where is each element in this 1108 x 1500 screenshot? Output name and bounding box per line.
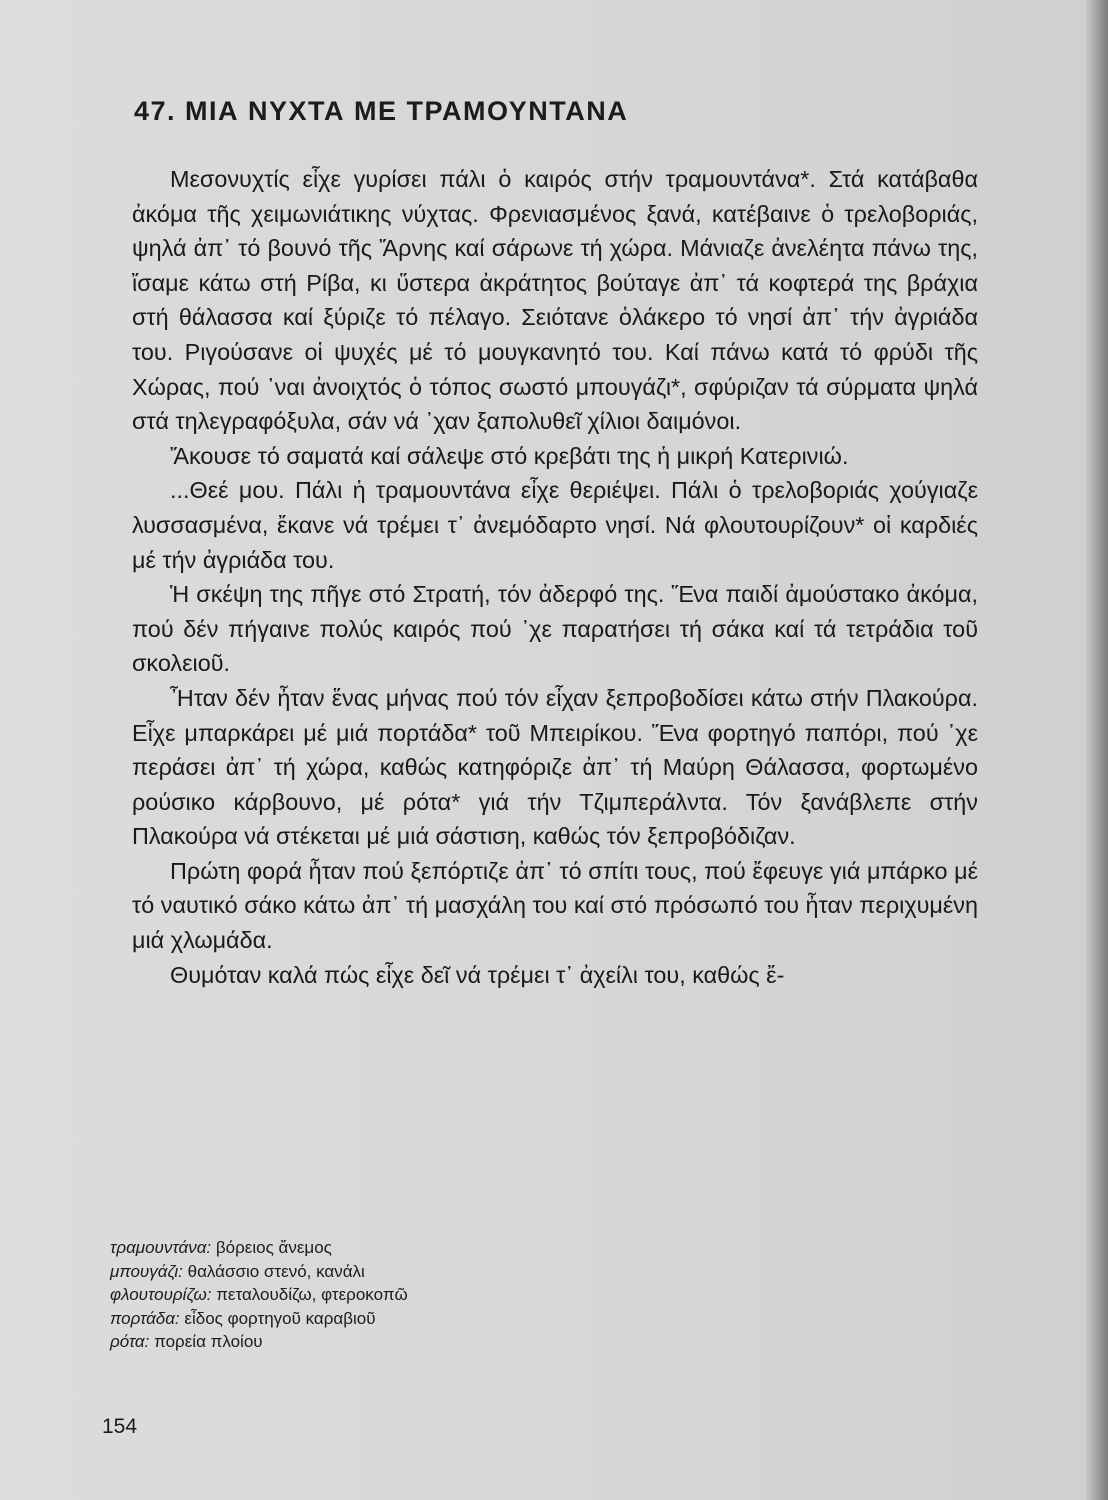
footnote <box>110 1236 670 1260</box>
chapter-body <box>132 162 978 992</box>
paragraph-1: Μεσονυχτίς εἶχε γυρίσει πάλι ὁ καιρός στήν τραμουντάνα*. Στά κατάβαθα ἀκόμα τῆς χειμωνιάτικης νύχτας. Φρενιασμένος ξανά, κατέβαινε ὁ τρελοβοριάς, ψηλά ἀπ᾿ τό βουνό τῆς Ἄρνης καί σάρωνε τή χώρα. Μάνιαζε ἀνελέητα πάνω της, ἴσαμε κάτω στή Ρίβα, κι ὕστερα ἀκράτητος βούταγε ἀπ᾿ τά κοφτερά της βράχια στή θάλασσα καί ξύριζε τό πέλαγο. Σειότανε ὁλάκερο τό νησί ἀπ᾿ τήν ἀγριάδα του. Ριγούσανε οἱ ψυχές μέ τό μουγκανητό του. Καί πάνω κατά τό φρύδι τῆς Χώρας, πού ᾿ναι ἀνοιχτός ὁ τόπος σωστό μπουγάζι*, σφύριζαν τά σύρματα ψηλά στά τηλεγραφόξυλα, σάν νά ᾿χαν ξαπολυθεῖ χίλιοι δαιμόνοι. <box>132 166 978 435</box>
footnote <box>110 1260 670 1284</box>
footnote-term: φλουτουρίζω: <box>110 1285 212 1305</box>
footnote-definition: βόρειος ἄνεμος <box>215 1238 332 1257</box>
footnote-definition: πορεία πλοίου <box>154 1332 263 1352</box>
footnote-definition: θαλάσσιο στενό, κανάλι <box>187 1261 365 1281</box>
page-number: 154 <box>102 1415 138 1438</box>
footnotes <box>110 1236 670 1354</box>
paragraph-2: Ἄκουσε τό σαματά καί σάλεψε στό κρεβάτι της ἡ μικρή Κατερινιώ. <box>170 442 849 469</box>
footnote <box>110 1307 670 1331</box>
paragraph-3: ...Θεέ μου. Πάλι ἡ τραμουντάνα εἶχε θεριέψει. Πάλι ὁ τρελοβοριάς χούγιαζε λυσσασμένα, ἔκανε νά τρέμει τ᾿ ἀνεμόδαρτο νησί. Νά φλουτουρίζουν* οἱ καρδιές μέ τήν ἀγριάδα του. <box>132 477 978 573</box>
page-gutter-shadow <box>1086 0 1108 1500</box>
footnote-definition: πεταλουδίζω, φτεροκοπῶ <box>216 1285 408 1305</box>
footnote <box>110 1283 670 1307</box>
footnote-term: ρότα: <box>110 1332 150 1352</box>
footnote <box>110 1330 670 1354</box>
paragraph-5: Ἦταν δέν ἦταν ἕνας μήνας πού τόν εἶχαν ξεπροβοδίσει κάτω στήν Πλακούρα. Εἶχε μπαρκάρει μέ μιά πορτάδα* τοῦ Μπειρίκου. Ἕνα φορτηγό παπόρι, πού ᾿χε περάσει ἀπ᾿ τή χώρα, καθώς κατηφόριζε ἀπ᾿ τή Μαύρη Θάλασσα, φορτωμένο ρούσικο κάρβουνο, μέ ρότα* γιά τήν Τζιμπεράλντα. Τόν ξανάβλεπε στήν Πλακούρα νά στέκεται μέ μιά σάστιση, καθώς τόν ξεπροβόδιζαν. <box>132 684 978 850</box>
footnote-definition: εἶδος φορτηγοῦ καραβιοῦ <box>184 1308 376 1328</box>
paragraph-6: Πρώτη φορά ἦταν πού ξεπόρτιζε ἀπ᾿ τό σπίτι τους, πού ἔφευγε γιά μπάρκο μέ τό ναυτικό σάκο κάτω ἀπ᾿ τή μασχάλη του καί στό πρόσωπό του ἦταν περιχυμένη μιά χλωμάδα. <box>132 857 978 954</box>
paragraph-4: Ἡ σκέψη της πῆγε στό Στρατή, τόν ἀδερφό της. Ἕνα παιδί ἀμούστακο ἀκόμα, πού δέν πήγαινε πολύς καιρός πού ᾿χε παρατήσει τή σάκα καί τά τετράδια τοῦ σκολειοῦ. <box>132 581 978 677</box>
paragraph-7: Θυμόταν καλά πώς εἶχε δεῖ νά τρέμει τ᾿ ἀχείλι του, καθώς ἔ- <box>170 961 785 988</box>
footnote-term: μπουγάζι: <box>110 1261 183 1281</box>
chapter-title: 47. ΜΙΑ ΝΥΧΤΑ ΜΕ ΤΡΑΜΟΥΝΤΑΝΑ <box>134 96 629 126</box>
footnote-term: τραμουντάνα: <box>110 1238 212 1257</box>
footnote-term: πορτάδα: <box>110 1308 180 1328</box>
